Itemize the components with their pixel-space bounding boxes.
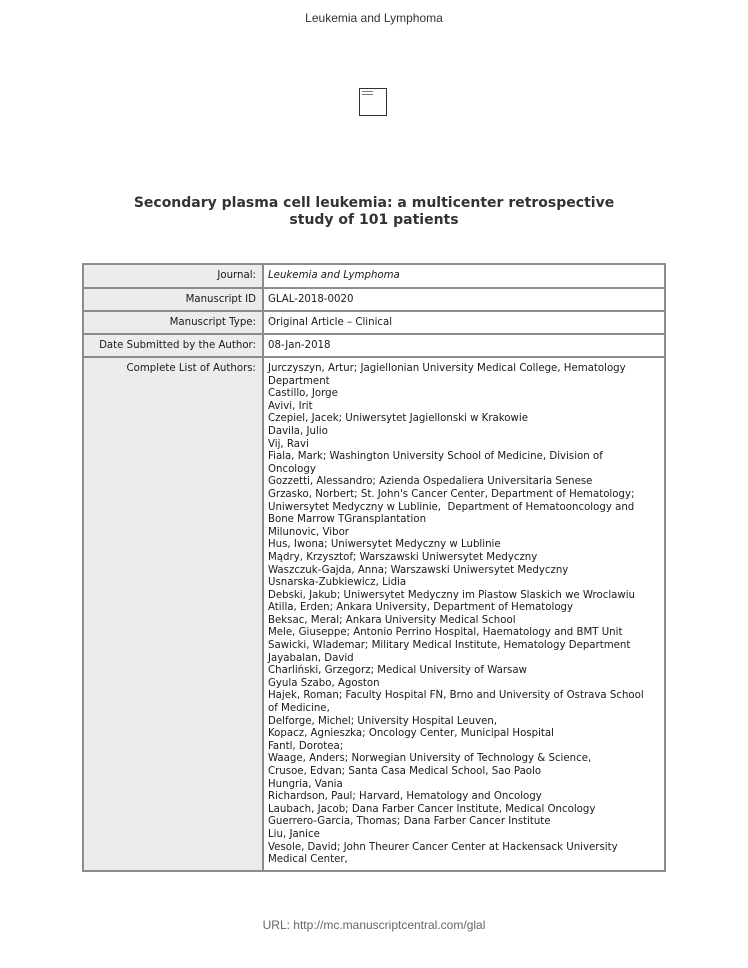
- author-line: Gyula Szabo, Agoston: [268, 677, 380, 689]
- author-line: Grzasko, Norbert; St. John's Cancer Center, Department of Hematology;: [268, 488, 635, 500]
- author-line: Mądry, Krzysztof; Warszawski Uniwersytet Medyczny: [268, 551, 538, 563]
- manuscript-title: Secondary plasma cell leukemia: a multicenter retrospective study of 101 patients: [133, 195, 615, 228]
- author-line: Liu, Janice: [268, 828, 320, 840]
- author-line: Vij, Ravi: [268, 438, 309, 450]
- author-line: Guerrero-Garcia, Thomas; Dana Farber Cancer Institute: [268, 816, 551, 828]
- author-line: Avivi, Irit: [268, 400, 313, 412]
- author-line: Gozzetti, Alessandro; Azienda Ospedaliera Universitaria Senese: [268, 476, 593, 488]
- author-line: Laubach, Jacob; Dana Farber Cancer Institute, Medical Oncology: [268, 803, 596, 815]
- author-line: Davila, Julio: [268, 425, 328, 437]
- manuscript-id-value: GLAL-2018-0020: [264, 289, 664, 312]
- manuscript-url[interactable]: URL: http://mc.manuscriptcentral.com/glal: [262, 918, 486, 932]
- manuscript-type-label: Manuscript Type:: [84, 312, 264, 335]
- author-line: Kopacz, Agnieszka; Oncology Center, Municipal Hospital: [268, 728, 555, 740]
- author-line: Debski, Jakub; Uniwersytet Medyczny im Piastow Slaskich we Wroclawiu: [268, 589, 636, 601]
- author-line: Vesole, David; John Theurer Cancer Center at Hackensack University: [268, 841, 618, 853]
- table-row-manuscript-id: [84, 289, 664, 312]
- author-line: Waszczuk-Gajda, Anna; Warszawski Uniwersytet Medyczny: [268, 564, 569, 576]
- author-line: Richardson, Paul; Harvard, Hematology and Oncology: [268, 791, 542, 803]
- author-line: Bone Marrow TGransplantation: [268, 514, 427, 526]
- author-line: of Medicine,: [268, 703, 330, 715]
- author-line: Department: [268, 375, 330, 387]
- author-line: Castillo, Jorge: [268, 388, 338, 400]
- journal-value: Leukemia and Lymphoma: [264, 265, 664, 289]
- author-line: Hus, Iwona; Uniwersytet Medyczny w Lublinie: [268, 539, 501, 551]
- table-row-manuscript-type: [84, 312, 664, 335]
- journal-label: Journal:: [84, 265, 264, 289]
- author-line: Usnarska-Zubkiewicz, Lidia: [268, 577, 407, 589]
- author-line: Fantl, Dorotea;: [268, 740, 344, 752]
- journal-logo-icon: [359, 88, 387, 116]
- date-submitted-label: Date Submitted by the Author:: [84, 335, 264, 358]
- journal-header: Leukemia and Lymphoma: [305, 11, 443, 25]
- author-line: Hajek, Roman; Faculty Hospital FN, Brno and University of Ostrava School: [268, 690, 644, 702]
- author-line: Oncology: [268, 463, 316, 475]
- date-submitted-value: 08-Jan-2018: [264, 335, 664, 358]
- author-line: Jurczyszyn, Artur; Jagiellonian University Medical College, Hematology: [268, 363, 626, 374]
- table-row-authors: [84, 358, 664, 870]
- table-row-date-submitted: [84, 335, 664, 358]
- manuscript-details-table: [82, 263, 666, 872]
- authors-label: Complete List of Authors:: [84, 358, 264, 870]
- author-line: Sawicki, Wlademar; Military Medical Institute, Hematology Department: [268, 640, 631, 652]
- table-row-journal: [84, 265, 664, 289]
- author-line: Medical Center,: [268, 854, 348, 866]
- author-line: Beksac, Meral; Ankara University Medical School: [268, 614, 516, 626]
- author-line: Delforge, Michel; University Hospital Leuven,: [268, 715, 498, 727]
- manuscript-id-label: Manuscript ID: [84, 289, 264, 312]
- authors-list: [264, 358, 664, 870]
- manuscript-type-value: Original Article – Clinical: [264, 312, 664, 335]
- author-line: Mele, Giuseppe; Antonio Perrino Hospital, Haematology and BMT Unit: [268, 627, 623, 639]
- author-line: Milunovic, Vibor: [268, 526, 349, 538]
- author-line: Crusoe, Edvan; Santa Casa Medical School, Sao Paolo: [268, 766, 542, 777]
- author-line: Hungria, Vania: [268, 778, 343, 790]
- author-line: Uniwersytet Medyczny w Lublinie, Department of Hematooncology and: [268, 501, 635, 513]
- author-line: Czepiel, Jacek; Uniwersytet Jagiellonski w Krakowie: [268, 413, 528, 425]
- author-line: Charliński, Grzegorz; Medical University of Warsaw: [268, 665, 527, 677]
- author-line: Jayabalan, David: [268, 652, 354, 664]
- author-line: Fiala, Mark; Washington University School of Medicine, Division of: [268, 451, 603, 463]
- author-line: Waage, Anders; Norwegian University of Technology & Science,: [268, 753, 592, 765]
- author-line: Atilla, Erden; Ankara University, Department of Hematology: [268, 602, 574, 614]
